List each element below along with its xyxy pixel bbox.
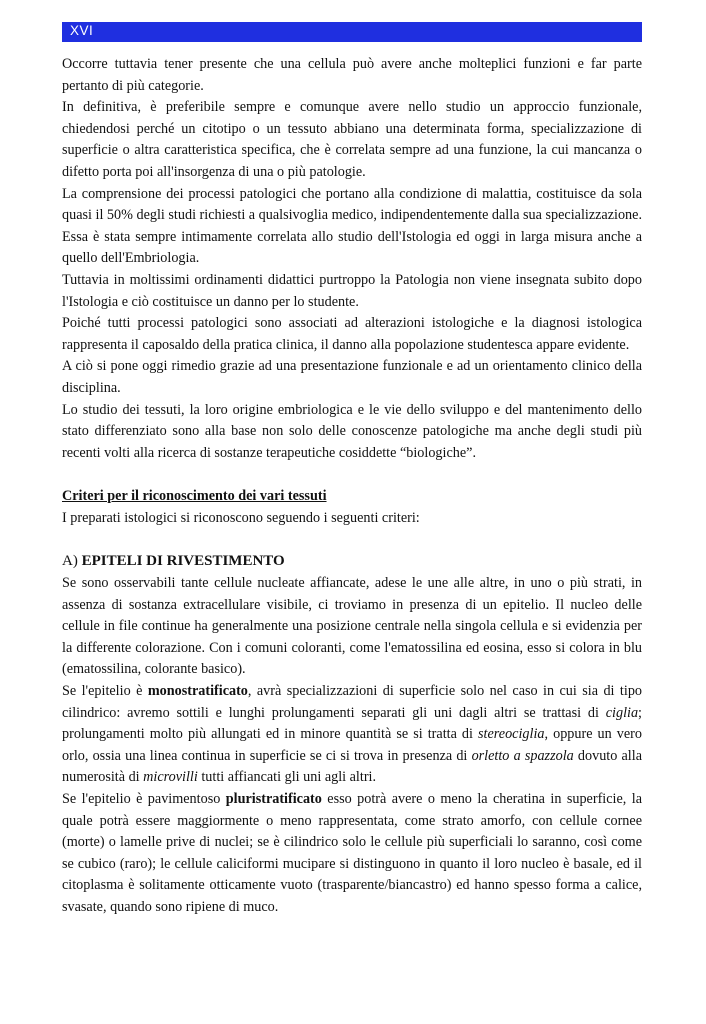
term-stereociglia: stereociglia	[478, 726, 545, 743]
epiteli-paragraph-1: Se sono osservabili tante cellule nucleate affiancate, adese le une alle altre, in uno o più strati, in assenza di sostanza extracellulare visibile, ci troviamo in presenza di un epitelio. Il nucleo delle cellule in file continue ha generalmente una posizione centrale nella singola cellula e si evidenzia per la differente colorazione. Con i comuni coloranti, come l'ematossilina ed eosina, esso si colora in blu (ematossilina, colorante basico).	[62, 575, 642, 678]
epiteli-paragraph-2	[62, 681, 642, 789]
term-pluristratificato: pluristratificato	[225, 791, 322, 807]
spacer	[62, 464, 642, 486]
text-run: ; prolungamenti molto più allungati ed in minore quantità se si tratta di	[62, 704, 642, 743]
term-orletto-a-spazzola: orletto a spazzola	[471, 747, 574, 764]
spacer	[62, 529, 642, 551]
intro-paragraph-2: In definitiva, è preferibile sempre e comunque avere nello studio un approccio funzionale, chiedendosi perché un citotipo o un tessuto abbiano una determinata forma, specializzazione di superficie o altra caratteristica specifica, che è correlata sempre ad una funzione, la cui mancanza o difetto porta poi all'insorgenza di una o più patologie.	[62, 99, 642, 180]
term-microvilli: microvilli	[143, 769, 198, 786]
term-monostratificato: monostratificato	[147, 683, 248, 700]
text-run: , avrà specializzazioni di superficie solo nel caso in cui sia di tipo cilindrico: avremo sottili e lunghi prolungamenti separati gli uni dagli altri se trattasi di	[62, 683, 643, 721]
subsection-heading-epiteli	[62, 551, 642, 573]
page-body	[62, 54, 642, 919]
intro-paragraph-6: A ciò si pone oggi rimedio grazie ad una presentazione funzionale e ad un orientamento clinico della disciplina.	[62, 358, 642, 396]
intro-paragraph-7: Lo studio dei tessuti, la loro origine embriologica e le vie dello sviluppo e del mantenimento dello stato differenziato sono alla base non solo delle conoscenze patologiche ma anche degli studi più recenti volti alla ricerca di sostanze terapeutiche cosiddette “biologiche”.	[62, 401, 642, 461]
page-header-bar	[62, 22, 642, 42]
text-run: Se l'epitelio è pavimentoso	[62, 791, 226, 807]
term-ciglia: ciglia	[605, 704, 639, 721]
text-run: tutti affiancati gli uni agli altri.	[197, 769, 377, 786]
subsection-title: EPITELI DI RIVESTIMENTO	[81, 553, 285, 570]
text-run: , oppure un vero orlo, ossia una linea continua in superficie se ci si trova in presenza di	[62, 726, 642, 764]
criteria-intro: I preparati istologici si riconoscono seguendo i seguenti criteri:	[62, 509, 420, 526]
epiteli-paragraph-3	[62, 789, 642, 919]
text-run: Se l'epitelio è	[62, 683, 148, 700]
intro-paragraph-4: Tuttavia in moltissimi ordinamenti didattici purtroppo la Patologia non viene insegnata subito dopo l'Istologia e ciò costituisce un danno per lo studente.	[62, 271, 642, 310]
intro-paragraph-3: La comprensione dei processi patologici che portano alla condizione di malattia, costituisce da sola quasi il 50% degli studi richiesti a qualsivoglia medico, indipendentemente dalla sua specializzazione. Essa è stata sempre intimamente correlata allo studio dell'Istologia ed oggi in larga misura anche a quello dell'Embriologia.	[62, 185, 642, 267]
intro-paragraph-5: Poiché tutti processi patologici sono associati ad alterazioni istologiche e la diagnosi istologica rappresenta il caposaldo della pratica clinica, il danno alla popolazione studentesca appare evidente.	[62, 315, 642, 353]
section-heading-criteri: Criteri per il riconoscimento dei vari tessuti	[62, 488, 327, 505]
page-number: XVI	[70, 23, 94, 38]
text-run: esso potrà avere o meno la cheratina in superficie, la quale potrà essere maggiormente o meno rappresentata, come strato amorfo, con cellule cornee (morte) o lamelle prive di nuclei; se è cilindrico solo le cellule più superficiali lo saranno, così come se cubico (raro); le cellule caliciformi mucipare si distinguono in quanto il loro nucleo è basale, ed il citoplasma è solitamente otticamente vuoto (trasparente/biancastro) ed hanno spesso forma a calice, svasate, quando sono ripiene di muco.	[62, 791, 642, 915]
text-run: dovuto alla numerosità di	[62, 747, 642, 786]
intro-paragraph-1: Occorre tuttavia tener presente che una cellula può avere anche molteplici funzioni e far parte pertanto di più categorie.	[62, 56, 642, 94]
subsection-prefix: A)	[62, 553, 82, 570]
